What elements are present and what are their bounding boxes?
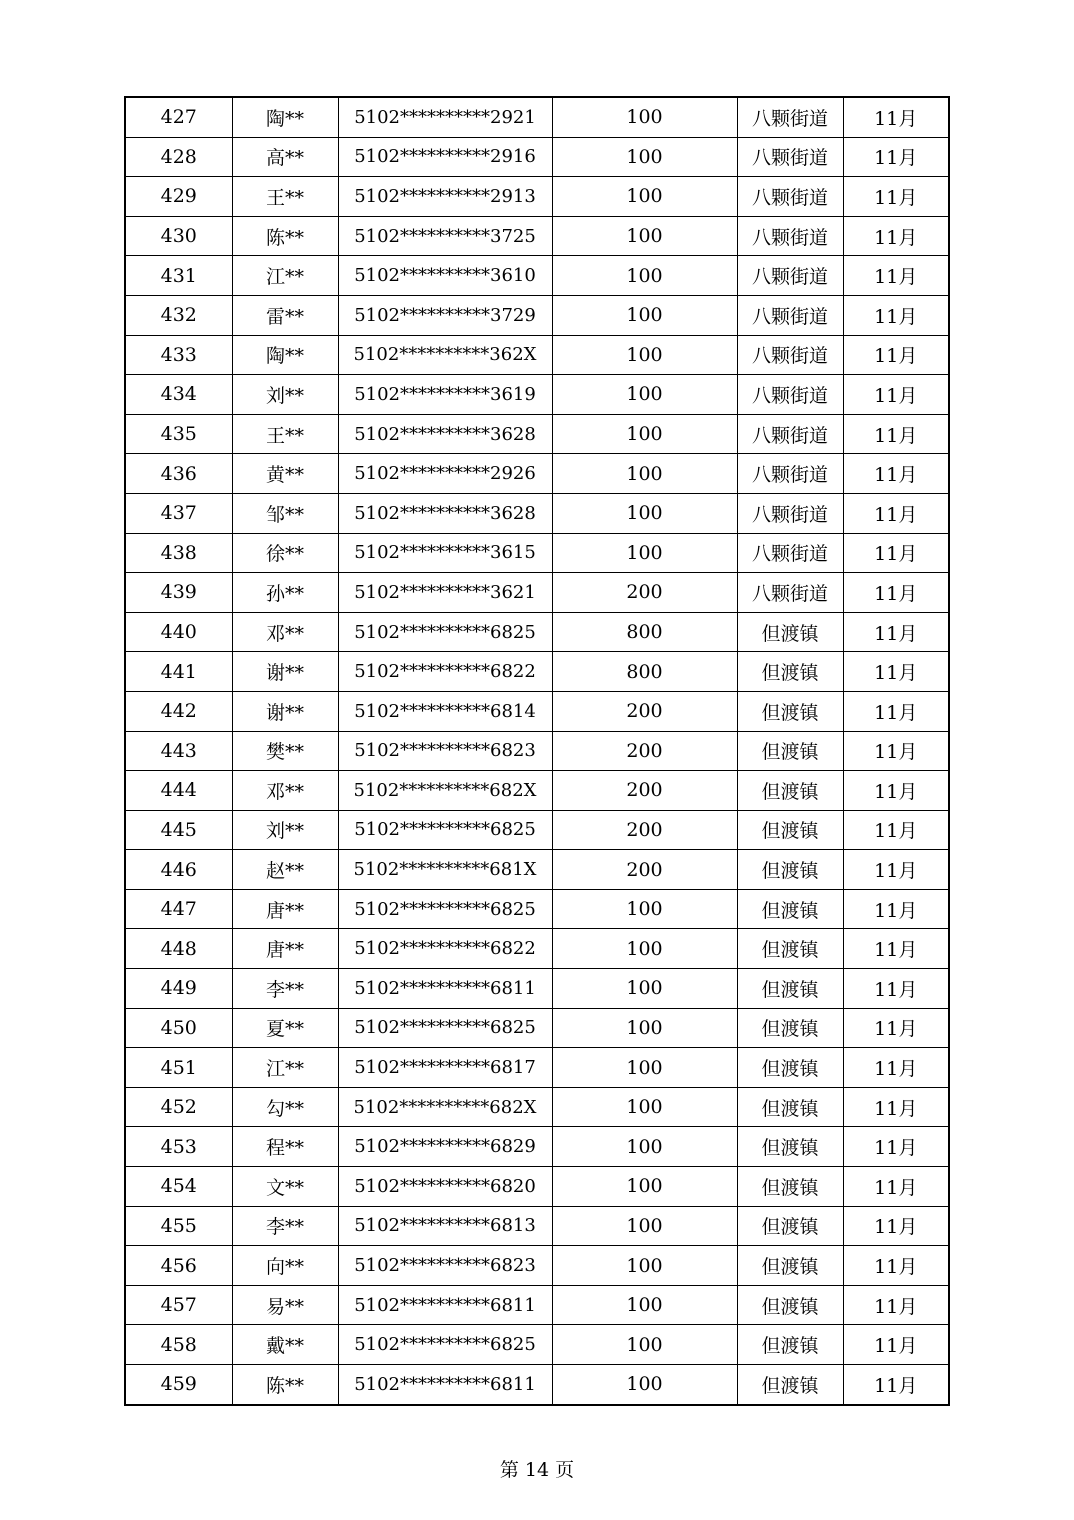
cell-area: 但渡镇 — [737, 1285, 843, 1325]
cell-area: 但渡镇 — [737, 652, 843, 692]
cell-serial-number: 433 — [125, 335, 232, 375]
cell-id-number: 5102**********6811 — [338, 969, 552, 1009]
cell-amount: 200 — [552, 731, 737, 771]
cell-name: 王** — [232, 414, 338, 454]
table-row — [125, 137, 949, 177]
cell-area: 但渡镇 — [737, 691, 843, 731]
table-row — [125, 177, 949, 217]
cell-id-number: 5102**********682X — [338, 1087, 552, 1127]
cell-name: 刘** — [232, 810, 338, 850]
cell-area: 但渡镇 — [737, 771, 843, 811]
cell-name: 陶** — [232, 335, 338, 375]
cell-month: 11月 — [843, 1246, 949, 1286]
cell-area: 八颗街道 — [737, 454, 843, 494]
cell-serial-number: 447 — [125, 889, 232, 929]
cell-amount: 100 — [552, 295, 737, 335]
cell-serial-number: 456 — [125, 1246, 232, 1286]
cell-amount: 100 — [552, 1325, 737, 1365]
cell-month: 11月 — [843, 375, 949, 415]
cell-amount: 100 — [552, 256, 737, 296]
cell-id-number: 5102**********6813 — [338, 1206, 552, 1246]
cell-id-number: 5102**********3725 — [338, 216, 552, 256]
cell-area: 但渡镇 — [737, 1206, 843, 1246]
table-row — [125, 652, 949, 692]
cell-name: 徐** — [232, 533, 338, 573]
cell-amount: 100 — [552, 1008, 737, 1048]
cell-name: 陈** — [232, 216, 338, 256]
cell-amount: 100 — [552, 335, 737, 375]
cell-area: 但渡镇 — [737, 1008, 843, 1048]
table-row — [125, 969, 949, 1009]
table-row — [125, 691, 949, 731]
table-row — [125, 256, 949, 296]
cell-id-number: 5102**********6822 — [338, 929, 552, 969]
table-row — [125, 771, 949, 811]
cell-id-number: 5102**********3619 — [338, 375, 552, 415]
cell-month: 11月 — [843, 295, 949, 335]
cell-area: 八颗街道 — [737, 493, 843, 533]
table-row — [125, 295, 949, 335]
cell-name: 易** — [232, 1285, 338, 1325]
cell-id-number: 5102**********6825 — [338, 1008, 552, 1048]
cell-month: 11月 — [843, 1127, 949, 1167]
cell-serial-number: 440 — [125, 612, 232, 652]
cell-amount: 100 — [552, 177, 737, 217]
cell-id-number: 5102**********681X — [338, 850, 552, 890]
cell-name: 江** — [232, 1048, 338, 1088]
cell-amount: 800 — [552, 612, 737, 652]
cell-amount: 100 — [552, 1087, 737, 1127]
cell-area: 八颗街道 — [737, 97, 843, 137]
cell-amount: 100 — [552, 1365, 737, 1405]
cell-serial-number: 436 — [125, 454, 232, 494]
cell-id-number: 5102**********3628 — [338, 414, 552, 454]
table-row — [125, 1325, 949, 1365]
cell-serial-number: 448 — [125, 929, 232, 969]
cell-month: 11月 — [843, 771, 949, 811]
cell-month: 11月 — [843, 493, 949, 533]
cell-serial-number: 445 — [125, 810, 232, 850]
cell-name: 邓** — [232, 771, 338, 811]
cell-month: 11月 — [843, 1206, 949, 1246]
table-row — [125, 731, 949, 771]
cell-serial-number: 428 — [125, 137, 232, 177]
cell-serial-number: 453 — [125, 1127, 232, 1167]
cell-serial-number: 457 — [125, 1285, 232, 1325]
cell-amount: 100 — [552, 493, 737, 533]
cell-amount: 100 — [552, 1167, 737, 1207]
cell-id-number: 5102**********362X — [338, 335, 552, 375]
cell-id-number: 5102**********6822 — [338, 652, 552, 692]
records-table-body — [125, 97, 949, 1405]
cell-month: 11月 — [843, 810, 949, 850]
cell-area: 八颗街道 — [737, 414, 843, 454]
table-row — [125, 493, 949, 533]
cell-area: 但渡镇 — [737, 889, 843, 929]
cell-id-number: 5102**********6825 — [338, 1325, 552, 1365]
cell-month: 11月 — [843, 1285, 949, 1325]
cell-id-number: 5102**********6817 — [338, 1048, 552, 1088]
cell-serial-number: 452 — [125, 1087, 232, 1127]
table-row — [125, 216, 949, 256]
cell-serial-number: 450 — [125, 1008, 232, 1048]
cell-amount: 100 — [552, 216, 737, 256]
cell-name: 黄** — [232, 454, 338, 494]
cell-id-number: 5102**********3615 — [338, 533, 552, 573]
cell-name: 陶** — [232, 97, 338, 137]
cell-amount: 100 — [552, 1048, 737, 1088]
cell-name: 江** — [232, 256, 338, 296]
cell-id-number: 5102**********6814 — [338, 691, 552, 731]
cell-month: 11月 — [843, 969, 949, 1009]
cell-area: 但渡镇 — [737, 1246, 843, 1286]
cell-id-number: 5102**********682X — [338, 771, 552, 811]
cell-amount: 200 — [552, 771, 737, 811]
table-row — [125, 612, 949, 652]
cell-area: 但渡镇 — [737, 1127, 843, 1167]
cell-serial-number: 432 — [125, 295, 232, 335]
cell-name: 李** — [232, 969, 338, 1009]
cell-month: 11月 — [843, 889, 949, 929]
cell-serial-number: 444 — [125, 771, 232, 811]
cell-month: 11月 — [843, 573, 949, 613]
cell-id-number: 5102**********6811 — [338, 1365, 552, 1405]
table-row — [125, 1127, 949, 1167]
cell-amount: 100 — [552, 454, 737, 494]
cell-serial-number: 441 — [125, 652, 232, 692]
cell-area: 八颗街道 — [737, 573, 843, 613]
cell-serial-number: 459 — [125, 1365, 232, 1405]
cell-area: 但渡镇 — [737, 612, 843, 652]
table-row — [125, 414, 949, 454]
cell-id-number: 5102**********6820 — [338, 1167, 552, 1207]
table-row — [125, 1048, 949, 1088]
cell-month: 11月 — [843, 533, 949, 573]
cell-name: 王** — [232, 177, 338, 217]
cell-amount: 200 — [552, 573, 737, 613]
table-row — [125, 1008, 949, 1048]
table-row — [125, 1246, 949, 1286]
cell-area: 八颗街道 — [737, 177, 843, 217]
table-row — [125, 1087, 949, 1127]
cell-month: 11月 — [843, 691, 949, 731]
cell-id-number: 5102**********2916 — [338, 137, 552, 177]
cell-month: 11月 — [843, 1008, 949, 1048]
cell-area: 但渡镇 — [737, 969, 843, 1009]
cell-id-number: 5102**********6825 — [338, 810, 552, 850]
cell-name: 谢** — [232, 652, 338, 692]
cell-serial-number: 442 — [125, 691, 232, 731]
table-row — [125, 533, 949, 573]
cell-id-number: 5102**********6823 — [338, 731, 552, 771]
cell-amount: 100 — [552, 533, 737, 573]
cell-month: 11月 — [843, 414, 949, 454]
cell-month: 11月 — [843, 97, 949, 137]
cell-area: 八颗街道 — [737, 295, 843, 335]
cell-month: 11月 — [843, 335, 949, 375]
cell-month: 11月 — [843, 1325, 949, 1365]
cell-area: 但渡镇 — [737, 1087, 843, 1127]
cell-id-number: 5102**********6823 — [338, 1246, 552, 1286]
cell-name: 向** — [232, 1246, 338, 1286]
cell-serial-number: 438 — [125, 533, 232, 573]
cell-name: 樊** — [232, 731, 338, 771]
cell-area: 八颗街道 — [737, 137, 843, 177]
cell-name: 谢** — [232, 691, 338, 731]
cell-name: 赵** — [232, 850, 338, 890]
table-row — [125, 1206, 949, 1246]
cell-amount: 100 — [552, 1246, 737, 1286]
cell-name: 孙** — [232, 573, 338, 613]
page-prefix: 第 — [499, 1459, 519, 1481]
cell-id-number: 5102**********3610 — [338, 256, 552, 296]
cell-amount: 100 — [552, 375, 737, 415]
records-table — [124, 96, 950, 1406]
cell-area: 但渡镇 — [737, 1365, 843, 1405]
cell-id-number: 5102**********6825 — [338, 612, 552, 652]
cell-amount: 200 — [552, 691, 737, 731]
cell-month: 11月 — [843, 731, 949, 771]
cell-month: 11月 — [843, 1087, 949, 1127]
cell-name: 勾** — [232, 1087, 338, 1127]
table-row — [125, 1285, 949, 1325]
cell-amount: 100 — [552, 1285, 737, 1325]
cell-name: 戴** — [232, 1325, 338, 1365]
cell-month: 11月 — [843, 137, 949, 177]
cell-area: 八颗街道 — [737, 216, 843, 256]
table-row — [125, 97, 949, 137]
cell-month: 11月 — [843, 612, 949, 652]
cell-serial-number: 439 — [125, 573, 232, 613]
cell-month: 11月 — [843, 216, 949, 256]
cell-amount: 100 — [552, 414, 737, 454]
table-row — [125, 375, 949, 415]
table-row — [125, 1365, 949, 1405]
cell-amount: 100 — [552, 137, 737, 177]
table-row — [125, 929, 949, 969]
cell-month: 11月 — [843, 652, 949, 692]
cell-area: 八颗街道 — [737, 375, 843, 415]
cell-serial-number: 451 — [125, 1048, 232, 1088]
cell-name: 文** — [232, 1167, 338, 1207]
cell-area: 八颗街道 — [737, 533, 843, 573]
cell-name: 刘** — [232, 375, 338, 415]
cell-id-number: 5102**********3628 — [338, 493, 552, 533]
cell-month: 11月 — [843, 1048, 949, 1088]
cell-amount: 200 — [552, 850, 737, 890]
cell-serial-number: 458 — [125, 1325, 232, 1365]
cell-id-number: 5102**********2921 — [338, 97, 552, 137]
table-row — [125, 850, 949, 890]
cell-name: 邹** — [232, 493, 338, 533]
table-row — [125, 889, 949, 929]
cell-month: 11月 — [843, 454, 949, 494]
cell-name: 陈** — [232, 1365, 338, 1405]
cell-serial-number: 430 — [125, 216, 232, 256]
cell-serial-number: 449 — [125, 969, 232, 1009]
cell-serial-number: 435 — [125, 414, 232, 454]
cell-serial-number: 446 — [125, 850, 232, 890]
cell-month: 11月 — [843, 177, 949, 217]
cell-id-number: 5102**********6829 — [338, 1127, 552, 1167]
cell-serial-number: 455 — [125, 1206, 232, 1246]
table-row — [125, 1167, 949, 1207]
cell-name: 程** — [232, 1127, 338, 1167]
cell-month: 11月 — [843, 256, 949, 296]
cell-name: 唐** — [232, 889, 338, 929]
cell-area: 八颗街道 — [737, 256, 843, 296]
cell-serial-number: 429 — [125, 177, 232, 217]
cell-amount: 100 — [552, 1206, 737, 1246]
cell-month: 11月 — [843, 929, 949, 969]
cell-name: 李** — [232, 1206, 338, 1246]
cell-id-number: 5102**********3621 — [338, 573, 552, 613]
cell-amount: 800 — [552, 652, 737, 692]
cell-area: 但渡镇 — [737, 1048, 843, 1088]
cell-amount: 200 — [552, 810, 737, 850]
cell-area: 但渡镇 — [737, 1167, 843, 1207]
cell-month: 11月 — [843, 1167, 949, 1207]
cell-id-number: 5102**********6811 — [338, 1285, 552, 1325]
cell-area: 但渡镇 — [737, 731, 843, 771]
table-row — [125, 810, 949, 850]
cell-name: 唐** — [232, 929, 338, 969]
cell-area: 但渡镇 — [737, 810, 843, 850]
cell-amount: 100 — [552, 97, 737, 137]
cell-id-number: 5102**********2926 — [338, 454, 552, 494]
cell-serial-number: 454 — [125, 1167, 232, 1207]
cell-serial-number: 427 — [125, 97, 232, 137]
table-row — [125, 454, 949, 494]
page-number: 14 — [524, 1459, 550, 1481]
cell-amount: 100 — [552, 969, 737, 1009]
cell-area: 但渡镇 — [737, 850, 843, 890]
cell-serial-number: 437 — [125, 493, 232, 533]
cell-area: 但渡镇 — [737, 1325, 843, 1365]
page-footer — [0, 1455, 1074, 1482]
cell-month: 11月 — [843, 1365, 949, 1405]
cell-amount: 100 — [552, 889, 737, 929]
cell-name: 邓** — [232, 612, 338, 652]
cell-id-number: 5102**********3729 — [338, 295, 552, 335]
cell-month: 11月 — [843, 850, 949, 890]
cell-name: 高** — [232, 137, 338, 177]
cell-area: 但渡镇 — [737, 929, 843, 969]
cell-amount: 100 — [552, 1127, 737, 1167]
cell-serial-number: 434 — [125, 375, 232, 415]
cell-id-number: 5102**********6825 — [338, 889, 552, 929]
cell-serial-number: 443 — [125, 731, 232, 771]
table-row — [125, 335, 949, 375]
page-suffix: 页 — [555, 1459, 575, 1481]
cell-id-number: 5102**********2913 — [338, 177, 552, 217]
cell-name: 夏** — [232, 1008, 338, 1048]
cell-name: 雷** — [232, 295, 338, 335]
cell-amount: 100 — [552, 929, 737, 969]
cell-area: 八颗街道 — [737, 335, 843, 375]
cell-serial-number: 431 — [125, 256, 232, 296]
table-row — [125, 573, 949, 613]
